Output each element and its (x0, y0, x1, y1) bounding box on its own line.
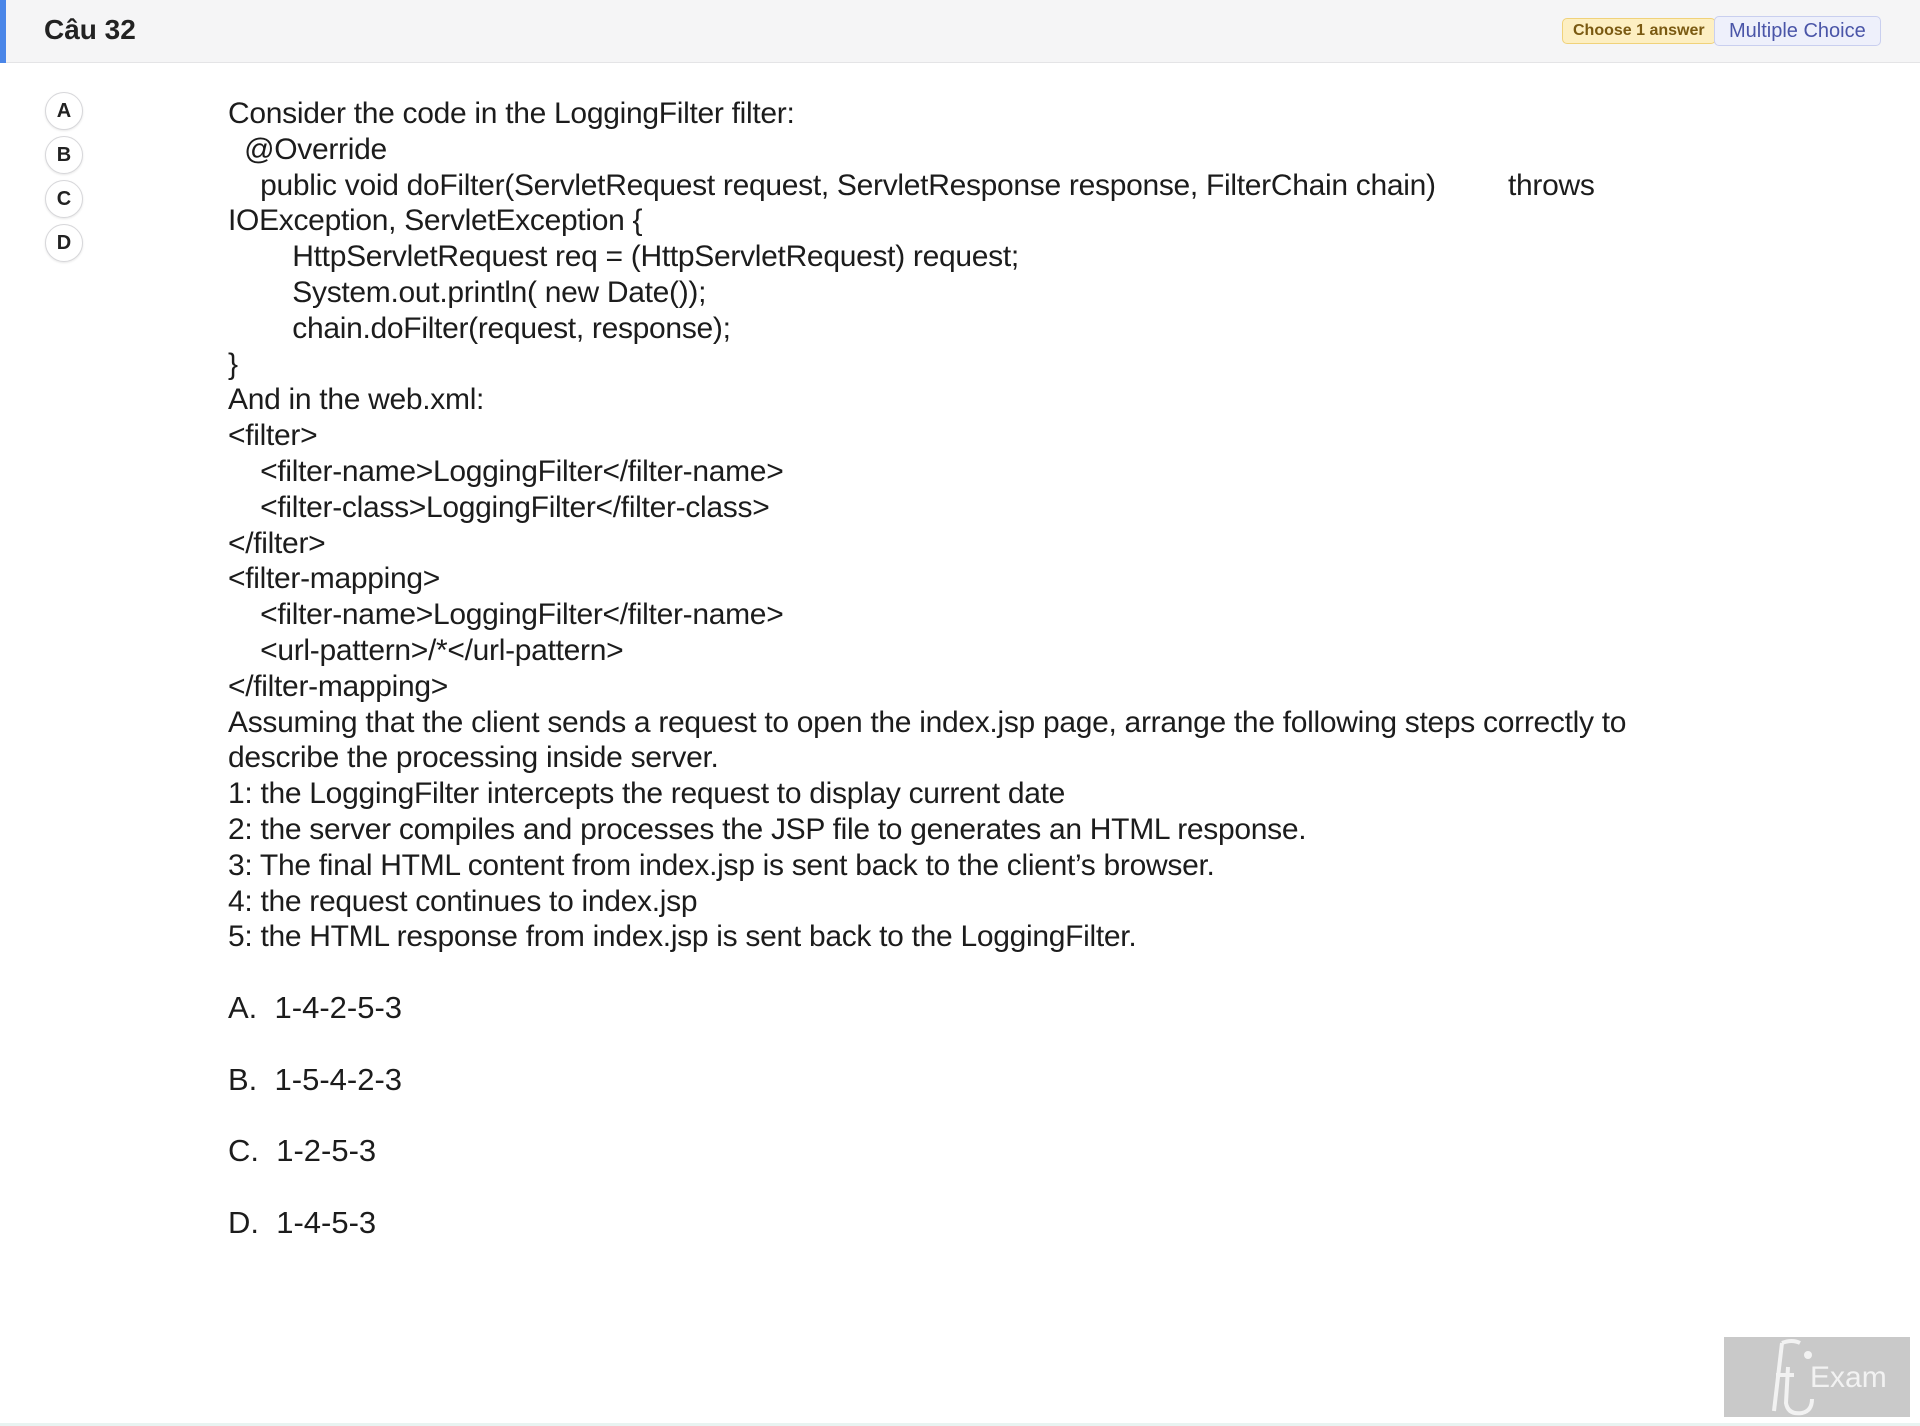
question-line: And in the web.xml: (228, 383, 485, 417)
question-line: public void doFilter(ServletRequest request, ServletResponse response, FilterChain chain) throws (228, 168, 1595, 202)
question-line: describe the processing inside server. (228, 741, 719, 775)
question-line: </filter> (228, 526, 326, 560)
question-line: 3: The final HTML content from index.jsp is sent back to the client’s browser. (228, 848, 1215, 882)
question-line: @Override (228, 132, 387, 166)
question-line: <filter-class>LoggingFilter</filter-class> (228, 490, 770, 524)
question-line: Assuming that the client sends a request to open the index.jsp page, arrange the following steps correctly to (228, 705, 1627, 739)
question-line: <filter-name>LoggingFilter</filter-name> (228, 598, 784, 632)
question-line: 1: the LoggingFilter intercepts the request to display current date (228, 777, 1066, 811)
question-line: 2: the server compiles and processes the JSP file to generates an HTML response. (228, 812, 1307, 846)
question-title: Câu 32 (44, 14, 136, 45)
question-line: <filter> (228, 419, 318, 453)
answer-choice-b: B. 1-5-4-2-3 (228, 1061, 403, 1097)
answer-choices (228, 990, 402, 1276)
option-d-button[interactable]: D (45, 224, 83, 262)
question-line: <url-pattern>/*</url-pattern> (228, 633, 624, 667)
question-line: System.out.println( new Date()); (228, 275, 707, 309)
question-line: 5: the HTML response from index.jsp is sent back to the LoggingFilter. (228, 920, 1137, 954)
question-line: </filter-mapping> (228, 669, 449, 703)
exam-watermark-logo (1724, 1337, 1910, 1417)
choose-answer-badge: Choose 1 answer (1562, 18, 1716, 44)
question-line: Consider the code in the LoggingFilter filter: (228, 97, 795, 130)
question-line: chain.doFilter(request, response); (228, 311, 731, 345)
answer-options (45, 92, 85, 268)
question-body (228, 96, 1788, 955)
question-line: <filter-mapping> (228, 562, 440, 596)
option-c-button[interactable]: C (45, 180, 83, 218)
question-line: <filter-name>LoggingFilter</filter-name> (228, 454, 784, 488)
option-b-button[interactable]: B (45, 136, 83, 174)
watermark-text: Exam (1810, 1361, 1887, 1394)
header-accent-bar (0, 0, 6, 63)
answer-choice-c: C. 1-2-5-3 (228, 1133, 377, 1168)
answer-choice-d: D. 1-4-5-3 (228, 1204, 377, 1240)
question-line: 4: the request continues to index.jsp (228, 884, 698, 918)
question-line: HttpServletRequest req = (HttpServletRequest) request; (228, 240, 1019, 274)
question-line: } (228, 347, 238, 381)
question-header (0, 0, 1920, 63)
question-type-badge: Multiple Choice (1714, 16, 1881, 46)
option-a-button[interactable]: A (45, 92, 83, 130)
answer-choice-a: A. 1-4-2-5-3 (228, 990, 403, 1025)
question-line: IOException, ServletException { (228, 204, 643, 238)
